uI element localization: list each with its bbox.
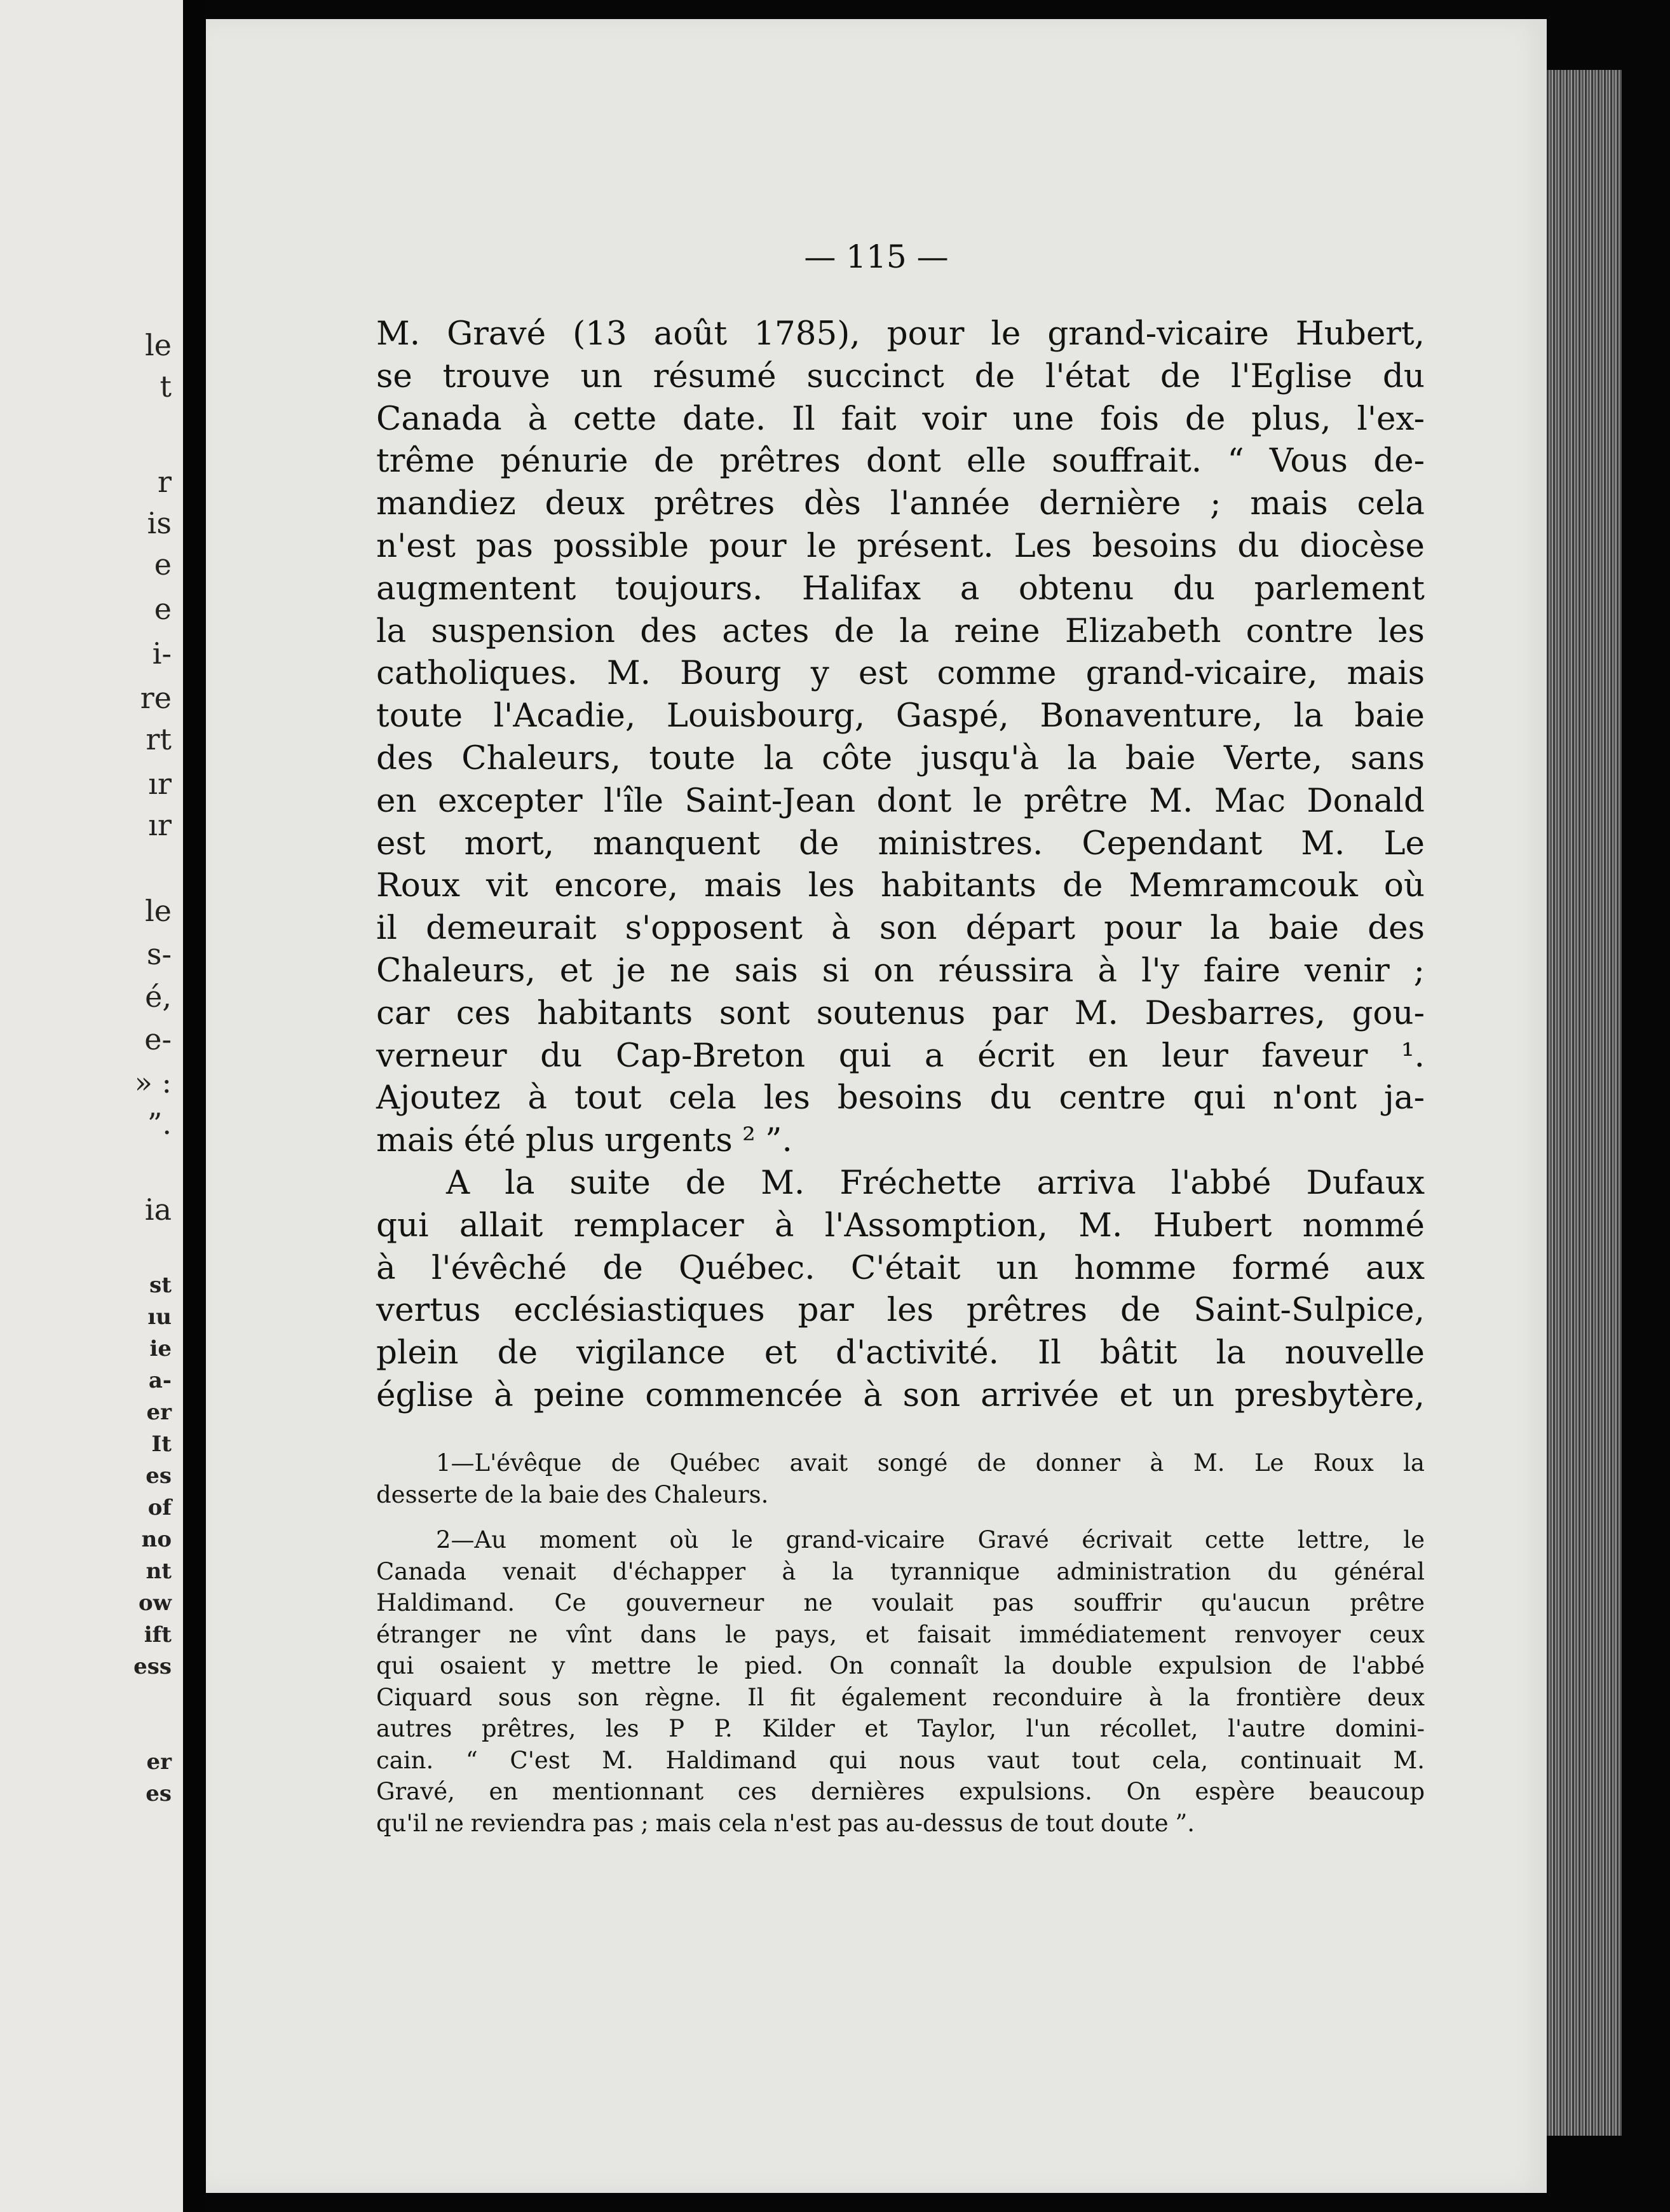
body-line: toute l'Acadie, Louisbourg, Gaspé, Bonaventure, la baie bbox=[376, 697, 1425, 735]
body-line: mandiez deux prêtres dès l'année dernière ; mais cela bbox=[376, 484, 1425, 523]
footnote-1-line: desserte de la baie des Chaleurs. bbox=[376, 1480, 769, 1508]
body-line: église à peine commencée à son arrivée et un presbytère, bbox=[376, 1376, 1425, 1414]
footnotes bbox=[376, 1447, 1425, 1839]
footnote-2-line: cain. “ C'est M. Haldimand qui nous vaut tout cela, continuait M. bbox=[376, 1746, 1425, 1774]
body-line: Chaleurs, et je ne sais si on réussira à l'y faire venir ; bbox=[376, 951, 1425, 990]
left-page-fragment: e- bbox=[144, 1022, 172, 1056]
body-line: A la suite de M. Fréchette arriva l'abbé Dufaux bbox=[446, 1163, 1425, 1202]
footnote-2-line: autres prêtres, les P P. Kilder et Taylor, l'un récollet, l'autre domini- bbox=[376, 1715, 1425, 1742]
footnote-2-line: qui osaient y mettre le pied. On connaît la double expulsion de l'abbé bbox=[376, 1652, 1425, 1679]
body-line: la suspension des actes de la reine Elizabeth contre les bbox=[376, 611, 1425, 650]
left-page-fragment: ie bbox=[149, 1336, 172, 1362]
left-page-fragment: é, bbox=[145, 980, 172, 1014]
left-page-fragment: t bbox=[160, 369, 172, 404]
page-number: — 115 — bbox=[804, 238, 949, 275]
footnote-2-line: étranger ne vînt dans le pays, et faisait immédiatement renvoyer ceux bbox=[376, 1620, 1425, 1648]
book-gutter bbox=[183, 0, 206, 2212]
footnote-2-line: Ciquard sous son règne. Il fit également reconduire à la frontière deux bbox=[376, 1683, 1425, 1711]
page-edges-stack bbox=[1547, 70, 1622, 2136]
left-page-fragment: ”. bbox=[147, 1107, 172, 1141]
body-line: à l'évêché de Québec. C'était un homme formé aux bbox=[376, 1248, 1425, 1287]
body-line: en excepter l'île Saint-Jean dont le prêtre M. Mac Donald bbox=[376, 781, 1425, 820]
body-line: des Chaleurs, toute la côte jusqu'à la baie Verte, sans bbox=[376, 739, 1425, 777]
left-page-fragment: s- bbox=[146, 937, 172, 971]
body-line: vertus ecclésiastiques par les prêtres de Saint-Sulpice, bbox=[376, 1291, 1425, 1330]
left-page-fragment: of bbox=[147, 1495, 172, 1520]
left-page-fragment: es bbox=[146, 1781, 172, 1806]
left-page-fragment: le bbox=[145, 328, 172, 362]
left-page-fragment: a- bbox=[148, 1368, 172, 1393]
left-page-fragment: re bbox=[140, 681, 172, 715]
left-page-fragment: er bbox=[146, 1400, 172, 1425]
body-line: qui allait remplacer à l'Assomption, M. Hubert nommé bbox=[376, 1206, 1425, 1245]
footnote-2-line: Haldimand. Ce gouverneur ne voulait pas souffrir qu'aucun prêtre bbox=[376, 1589, 1425, 1616]
body-text bbox=[376, 313, 1425, 1417]
left-page-fragment: no bbox=[141, 1527, 172, 1552]
body-line: trême pénurie de prêtres dont elle souffrait. “ Vous de- bbox=[376, 442, 1425, 481]
footnote-2-line: qu'il ne reviendra pas ; mais cela n'est pas au-dessus de tout doute ”. bbox=[376, 1809, 1195, 1837]
left-page-fragment: es bbox=[146, 1463, 172, 1489]
left-page-fragment: It bbox=[151, 1431, 172, 1457]
left-page-fragment: nt bbox=[146, 1559, 172, 1584]
left-page-fragment: ow bbox=[139, 1590, 172, 1616]
body-line: n'est pas possible pour le présent. Les besoins du diocèse bbox=[376, 526, 1425, 565]
left-page-fragment: is bbox=[147, 506, 172, 540]
left-page-fragment: le bbox=[145, 894, 172, 928]
left-page-fragment: ess bbox=[133, 1654, 172, 1679]
body-line: est mort, manquent de ministres. Cependant M. Le bbox=[376, 824, 1425, 863]
left-page-fragment: st bbox=[149, 1273, 172, 1298]
body-line: M. Gravé (13 août 1785), pour le grand-vicaire Hubert, bbox=[376, 315, 1425, 353]
body-line: mais été plus urgents ² ”. bbox=[376, 1121, 792, 1160]
body-line: se trouve un résumé succinct de l'état de l'Eglise du bbox=[376, 357, 1425, 395]
footnote-2-line: Canada venait d'échapper à la tyrannique administration du général bbox=[376, 1557, 1425, 1585]
left-page-fragment: er bbox=[146, 1749, 172, 1775]
body-line: augmentent toujours. Halifax a obtenu du parlement bbox=[376, 569, 1425, 608]
left-page-fragment: e bbox=[154, 547, 172, 582]
left-page-fragment: e bbox=[154, 592, 172, 626]
footnote-2-line: Gravé, en mentionnant ces dernières expulsions. On espère beaucoup bbox=[376, 1778, 1425, 1805]
footnote-1-line: 1—L'évêque de Québec avait songé de donner à M. Le Roux la bbox=[436, 1449, 1425, 1477]
body-line: Canada à cette date. Il fait voir une fois de plus, l'ex- bbox=[376, 399, 1425, 438]
body-line: catholiques. M. Bourg y est comme grand-vicaire, mais bbox=[376, 654, 1425, 693]
main-page bbox=[206, 19, 1547, 2193]
body-line: Ajoutez à tout cela les besoins du centre qui n'ont ja- bbox=[376, 1079, 1425, 1117]
left-page-fragment: ift bbox=[144, 1622, 172, 1648]
left-facing-page bbox=[0, 0, 183, 2212]
body-line: Roux vit encore, mais les habitants de Memramcouk où bbox=[376, 866, 1425, 905]
left-page-fragment: ia bbox=[144, 1192, 172, 1227]
left-page-fragment: ıu bbox=[147, 1304, 172, 1330]
body-line: verneur du Cap-Breton qui a écrit en leur faveur ¹. bbox=[376, 1036, 1425, 1075]
left-page-fragment: » : bbox=[134, 1065, 172, 1100]
left-page-fragment: ır bbox=[148, 808, 172, 842]
left-page-fragment: ır bbox=[148, 767, 172, 801]
footnote-2-line: 2—Au moment où le grand-vicaire Gravé écrivait cette lettre, le bbox=[436, 1526, 1425, 1553]
left-page-fragment: i- bbox=[152, 636, 172, 671]
body-line: car ces habitants sont soutenus par M. Desbarres, gou- bbox=[376, 993, 1425, 1032]
left-page-fragment: r bbox=[158, 465, 172, 499]
left-page-fragment: rt bbox=[146, 722, 172, 756]
body-line: il demeurait s'opposent à son départ pour la baie des bbox=[376, 909, 1425, 948]
body-line: plein de vigilance et d'activité. Il bâtit la nouvelle bbox=[376, 1334, 1425, 1372]
